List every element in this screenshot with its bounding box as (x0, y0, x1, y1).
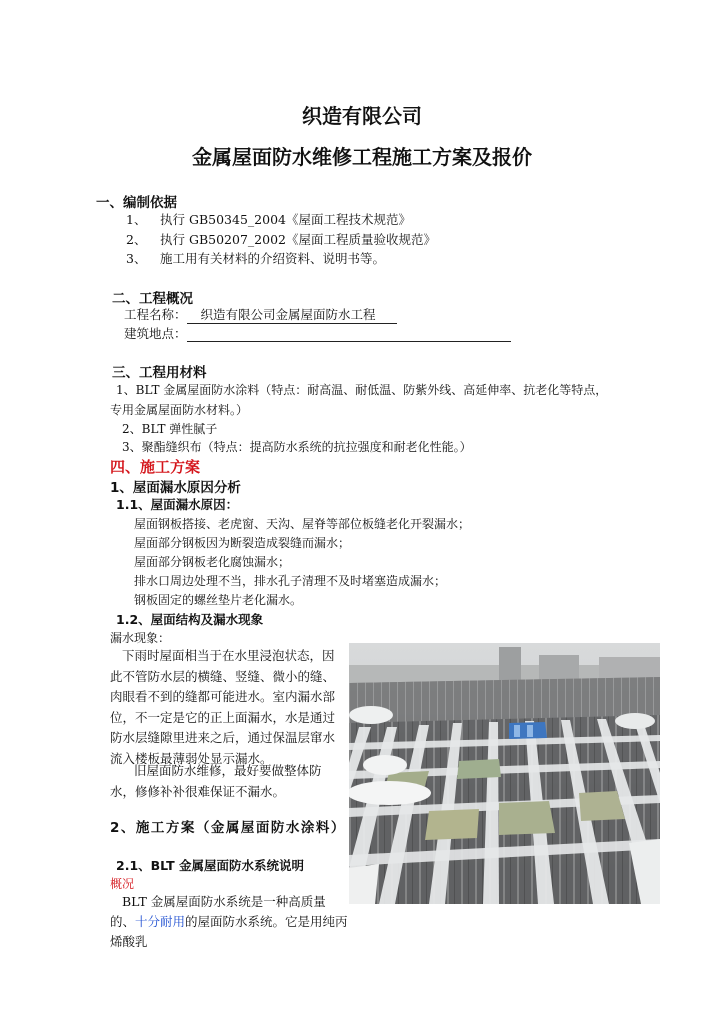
sub2-heading: 2、施工方案（金属屋面防水涂料） (110, 820, 346, 836)
system-description-end: 的屋面防水系统。它是用纯丙烯酸乳 (110, 914, 348, 949)
metal-roof-photo (349, 643, 660, 904)
basis-item-3-num: 3、 (126, 251, 147, 266)
material-item-2: 2、BLT 弹性腻子 (122, 422, 218, 436)
company-title: 织造有限公司 (302, 104, 422, 128)
durable-highlight: 十分耐用 (135, 914, 186, 929)
leak-paragraph-2: 旧屋面防水维修，最好要做整体防水，修修补补很难保证不漏水。 (110, 763, 322, 799)
basis-item-2-num: 2、 (126, 232, 147, 247)
overview-label: 概况 (110, 877, 135, 891)
basis-item-1-num: 1、 (126, 212, 147, 227)
section2-heading: 二、工程概况 (112, 291, 193, 307)
metal-roof-photo-graphic (349, 643, 660, 904)
project-name-label: 工程名称： (124, 307, 187, 322)
section4-heading: 四、施工方案 (110, 458, 201, 476)
system-description (110, 892, 350, 952)
project-name-value: 织造有限公司金属屋面防水工程 (187, 305, 397, 324)
material-item-1-line1: 1、BLT 金属屋面防水涂料（特点：耐高温、耐低温、防紫外线、高延伸率、抗老化等特点， (116, 383, 608, 397)
sub1-1-heading: 1.1、屋面漏水原因： (116, 497, 239, 512)
material-item-3: 3、聚酯缝织布（特点：提高防水系统的抗拉强度和耐老化性能。） (122, 440, 472, 454)
basis-item-3-text: 施工用有关材料的介绍资料、说明书等。 (160, 251, 386, 266)
basis-item-1-text: 执行 GB50345_2004《屋面工程技术规范》 (160, 212, 411, 227)
basis-item-2-text: 执行 GB50207_2002《屋面工程质量验收规范》 (160, 232, 436, 247)
sub1-heading: 1、屋面漏水原因分析 (110, 480, 241, 496)
cause-item: 屋面钢板搭接、老虎窗、天沟、屋脊等部位板缝老化开裂漏水； (134, 517, 471, 531)
cause-item: 屋面部分钢板老化腐蚀漏水； (134, 555, 291, 569)
site-label: 建筑地点： (124, 326, 187, 341)
site-row (124, 324, 511, 342)
section3-heading: 三、工程用材料 (112, 365, 207, 381)
leak-label: 漏水现象： (110, 631, 171, 645)
document-title: 金属屋面防水维修工程施工方案及报价 (192, 145, 532, 169)
sub1-2-heading: 1.2、屋面结构及漏水现象 (116, 612, 264, 627)
system-description-start: BLT 金属屋面防水系统是一种高质量的、 (110, 894, 326, 929)
cause-item: 屋面部分钢板因为断裂造成裂缝而漏水； (134, 536, 351, 550)
site-blank-line (187, 326, 511, 342)
sub2-1-heading: 2.1、BLT 金属屋面防水系统说明 (116, 858, 304, 873)
leak-paragraph-1: 下雨时屋面相当于在水里浸泡状态，因此不管防水层的横缝、竖缝、微小的缝、肉眼看不到的缝都可能进水。室内漏水部位，不一定是它的正上面漏水，水是通过防水层缝隙里进来之后，通过保温层窜水流入楼板最薄弱处显示漏水。 (110, 648, 336, 766)
cause-item: 排水口周边处理不当，排水孔子清理不及时堵塞造成漏水； (134, 574, 447, 588)
cause-item: 钢板固定的螺丝垫片老化漏水。 (134, 593, 303, 607)
material-item-1-line2: 专用金属屋面防水材料。） (110, 403, 249, 417)
project-name-row (124, 305, 397, 324)
section1-heading: 一、编制依据 (96, 195, 177, 211)
